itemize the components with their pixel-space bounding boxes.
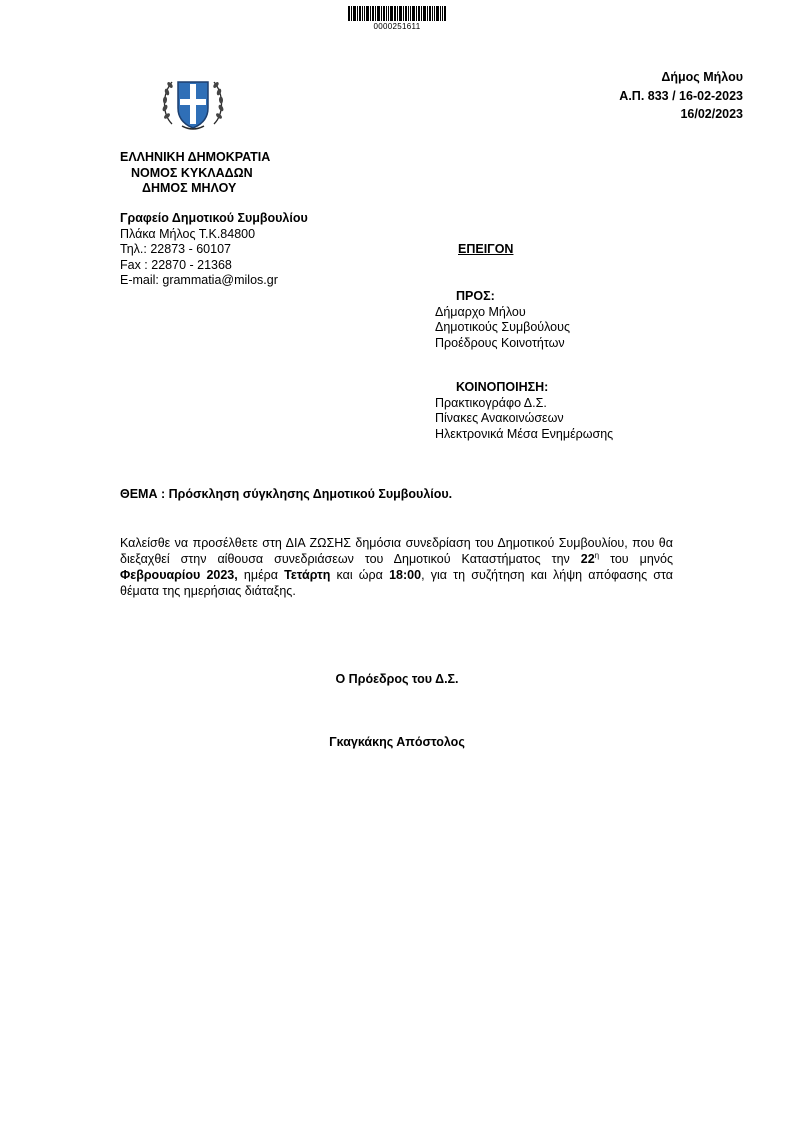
recipients-heading: ΠΡΟΣ: [456, 289, 495, 303]
cc-heading: ΚΟΙΝΟΠΟΙΗΣΗ: [456, 380, 549, 394]
office-email: E-mail: grammatia@milos.gr [120, 273, 278, 287]
office-contact [120, 211, 308, 289]
protocol-number: Α.Π. 833 / 16-02-2023 [619, 88, 743, 103]
barcode [348, 6, 446, 21]
issuer-block [120, 150, 270, 197]
document-meta [619, 68, 743, 124]
meeting-day-suffix: η [594, 550, 600, 560]
meeting-day: 22 [580, 552, 595, 566]
urgent-label: ΕΠΕΙΓΟΝ [458, 242, 514, 256]
office-fax: Fax : 22870 - 21368 [120, 257, 232, 272]
barcode-number: 0000251611 [373, 22, 421, 31]
recipients-block [435, 289, 570, 351]
cc-item: Πίνακες Ανακοινώσεων [435, 411, 564, 425]
body-text-3: ημέρα [237, 568, 285, 582]
meeting-time: 18:00 [389, 568, 422, 582]
body-paragraph [120, 535, 673, 599]
issuer-line-1: ΕΛΛΗΝΙΚΗ ΔΗΜΟΚΡΑΤΙΑ [120, 150, 271, 164]
body-text-2: του μηνός [599, 552, 673, 566]
office-phone: Τηλ.: 22873 - 60107 [120, 242, 231, 256]
signature-name: Γκαγκάκης Απόστολος [329, 735, 465, 749]
office-address: Πλάκα Μήλος Τ.Κ.84800 [120, 226, 256, 241]
recipient-item: Προέδρους Κοινοτήτων [435, 335, 565, 350]
office-name: Γραφείο Δημοτικού Συμβουλίου [120, 211, 308, 225]
recipient-item: Δήμαρχο Μήλου [435, 304, 526, 319]
cc-item: Ηλεκτρονικά Μέσα Ενημέρωσης [435, 426, 614, 441]
meeting-month: Φεβρουαρίου 2023, [120, 568, 238, 582]
issuer-line-2: ΝΟΜΟΣ ΚΥΚΛΑΔΩΝ [131, 165, 253, 180]
greek-emblem-icon [160, 74, 226, 132]
issuer-line-3: ΔΗΜΟΣ ΜΗΛΟΥ [142, 181, 237, 195]
recipient-item: Δημοτικούς Συμβούλους [435, 320, 570, 334]
body-text-1: Καλείσθε να προσέλθετε στη ΔΙΑ ΖΩΣΗΣ δημόσια συνεδρίαση του Δημοτικού Συμβουλίου, που θα διεξαχθεί στην αίθουσα συνεδριάσεων του Δημοτικού Καταστήματος την [120, 536, 673, 566]
body-text-5: , για τη συζήτηση και λήψη απόφασης στα θέματα της ημερήσιας διάταξης. [120, 568, 673, 598]
municipality-name: Δήμος Μήλου [661, 70, 743, 84]
body-text-4: και ώρα [330, 568, 390, 582]
cc-item: Πρακτικογράφο Δ.Σ. [435, 395, 547, 410]
document-date: 16/02/2023 [680, 107, 743, 121]
subject-line: ΘΕΜΑ : Πρόσκληση σύγκλησης Δημοτικού Συμβουλίου. [120, 487, 453, 501]
cc-block [435, 380, 613, 442]
signature-title: Ο Πρόεδρος του Δ.Σ. [335, 672, 459, 686]
meeting-weekday: Τετάρτη [284, 568, 331, 582]
